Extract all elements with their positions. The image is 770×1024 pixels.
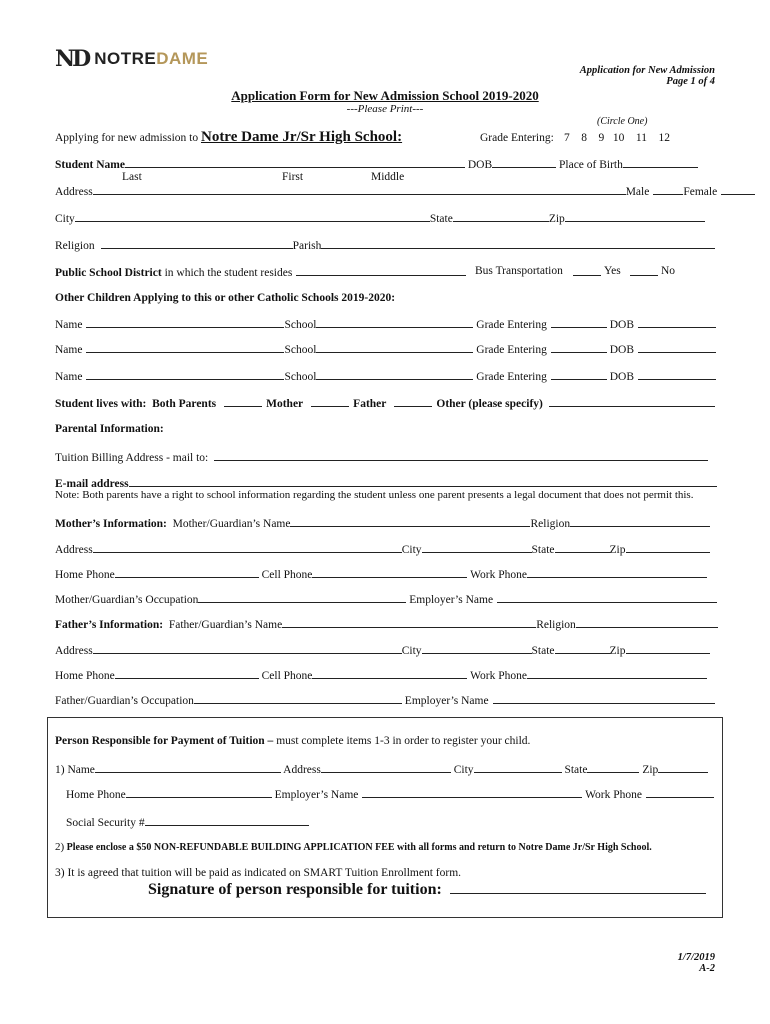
state-label: State [429, 213, 453, 225]
mother-phone-row [55, 567, 715, 581]
parish-field[interactable] [321, 238, 715, 249]
page-title: Application Form for New Admission School 2019-2020 [231, 88, 539, 103]
grade-options[interactable]: 7 8 9 10 11 12 [564, 132, 670, 144]
father-name-label: Father/Guardian’s Name [168, 619, 283, 631]
father-work-field[interactable] [527, 668, 707, 679]
child-dob-field[interactable] [638, 342, 716, 353]
fee-note-number: 2) [55, 841, 65, 853]
father-home-label: Home Phone [55, 670, 115, 682]
father-religion-label: Religion [536, 619, 576, 631]
zip-label: Zip [548, 213, 565, 225]
middle-caption: Middle [371, 171, 405, 183]
child-name-label: Name [55, 319, 83, 331]
payer-state-label: State [564, 764, 588, 776]
header-line2: Page 1 of 4 [666, 76, 715, 87]
father-name-row [55, 617, 715, 631]
place-of-birth-label: Place of Birth [559, 159, 623, 171]
bus-no-label: No [661, 265, 676, 277]
child-name-field[interactable] [86, 369, 284, 380]
father-address-label: Address [55, 645, 93, 657]
dob-label: DOB [467, 159, 493, 171]
child-school-field[interactable] [316, 369, 473, 380]
bus-yes-label: Yes [604, 265, 621, 277]
student-name-field[interactable] [125, 157, 465, 168]
notre-dame-logo [55, 45, 208, 73]
both-parents-field[interactable] [224, 396, 262, 407]
logo-wordmark [94, 49, 208, 69]
payment-heading-bold: Person Responsible for Payment of Tuition – [55, 735, 274, 747]
please-print: ---Please Print--- [346, 103, 424, 115]
first-caption: First [282, 171, 304, 183]
father-field[interactable] [394, 396, 432, 407]
payer-name-label: 1) Name [55, 764, 95, 776]
father-occupation-label: Father/Guardian’s Occupation [55, 695, 194, 707]
payer-work-field[interactable] [646, 787, 714, 798]
child-school-field[interactable] [316, 342, 473, 353]
father-occupation-field[interactable] [194, 693, 402, 704]
mother-label: Mother [266, 398, 304, 410]
child-school-label: School [284, 371, 317, 383]
mother-zip-label: Zip [609, 544, 626, 556]
billing-row [55, 450, 715, 464]
other-child-row [55, 342, 715, 356]
page-footer [678, 952, 715, 974]
child-dob-label: DOB [609, 344, 635, 356]
signature-field[interactable] [450, 880, 706, 894]
zip-field[interactable] [565, 211, 705, 222]
father-cell-field[interactable] [312, 668, 467, 679]
payer-name-field[interactable] [95, 762, 281, 773]
mother-name-field[interactable] [290, 516, 530, 527]
child-school-label: School [284, 319, 317, 331]
father-label: Father [353, 398, 387, 410]
mother-cell-label: Cell Phone [261, 569, 313, 581]
female-label: Female [683, 186, 718, 198]
payer-zip-label: Zip [642, 764, 659, 776]
payer-city-field[interactable] [474, 762, 562, 773]
father-state-label: State [531, 645, 555, 657]
footer-date: 1/7/2019 [677, 952, 715, 963]
mother-zip-field[interactable] [626, 542, 710, 553]
signature-row [148, 880, 706, 899]
mother-address-field[interactable] [93, 542, 402, 553]
father-work-label: Work Phone [470, 670, 527, 682]
child-grade-label: Grade Entering [476, 344, 547, 356]
mother-employer-label: Employer’s Name [409, 594, 494, 606]
email-field[interactable] [129, 476, 717, 487]
ssn-label: Social Security # [66, 817, 145, 829]
other-label: Other (please specify) [436, 398, 543, 410]
lives-with-row [55, 396, 715, 410]
dob-field[interactable] [492, 157, 556, 168]
district-rest: in which the student resides [164, 267, 293, 279]
billing-field[interactable] [214, 450, 708, 461]
fee-note [55, 841, 652, 853]
payer-employer-label: Employer’s Name [274, 789, 359, 801]
child-name-label: Name [55, 344, 83, 356]
district-row [55, 265, 715, 279]
grade-entering-label: Grade Entering: [480, 132, 554, 144]
father-city-field[interactable] [422, 643, 532, 654]
mother-field[interactable] [311, 396, 349, 407]
parish-label: Parish [292, 240, 322, 252]
other-child-row [55, 317, 715, 331]
district-label: Public School District [55, 267, 162, 279]
last-caption: Last [122, 171, 142, 183]
father-name-field[interactable] [282, 617, 536, 628]
father-heading: Father’s Information: [55, 619, 164, 631]
mother-occupation-label: Mother/Guardian’s Occupation [55, 594, 199, 606]
footer-code: A-2 [699, 963, 715, 974]
mother-state-field[interactable] [555, 542, 610, 553]
mother-heading: Mother’s Information: [55, 518, 167, 530]
ssn-row [66, 815, 309, 829]
child-dob-field[interactable] [638, 317, 716, 328]
student-name-label: Student Name [55, 159, 125, 171]
payer-state-field[interactable] [587, 762, 639, 773]
father-zip-field[interactable] [626, 643, 710, 654]
applying-row [55, 129, 715, 146]
child-dob-label: DOB [609, 371, 635, 383]
mother-religion-field[interactable] [570, 516, 710, 527]
mother-address-row [55, 542, 715, 556]
child-grade-field[interactable] [551, 342, 607, 353]
place-of-birth-field[interactable] [623, 157, 698, 168]
father-zip-label: Zip [609, 645, 626, 657]
mother-occupation-field[interactable] [198, 592, 406, 603]
payer-address-field[interactable] [321, 762, 451, 773]
address-label: Address [55, 186, 93, 198]
mother-home-label: Home Phone [55, 569, 115, 581]
payment-heading [55, 735, 530, 747]
student-city-row [55, 211, 715, 225]
father-address-row [55, 643, 715, 657]
mother-work-field[interactable] [527, 567, 707, 578]
mother-work-label: Work Phone [470, 569, 527, 581]
mother-occupation-row [55, 592, 715, 606]
student-address-row [55, 184, 718, 198]
payment-heading-rest: must complete items 1-3 in order to register your child. [276, 735, 531, 747]
male-label: Male [625, 186, 650, 198]
payer-employer-field[interactable] [362, 787, 582, 798]
signature-label: Signature of person responsible for tuition: [148, 881, 442, 898]
payer-zip-field[interactable] [658, 762, 708, 773]
mother-name-row [55, 516, 715, 530]
father-city-label: City [401, 645, 422, 657]
father-state-field[interactable] [555, 643, 610, 654]
father-religion-field[interactable] [576, 617, 718, 628]
child-name-field[interactable] [86, 342, 284, 353]
applying-prefix: Applying for new admission to [55, 132, 199, 144]
religion-row [55, 238, 715, 252]
child-grade-label: Grade Entering [476, 319, 547, 331]
payer-home-label: Home Phone [66, 789, 126, 801]
payer-home-field[interactable] [126, 787, 272, 798]
bus-label: Bus Transportation [475, 265, 563, 277]
father-occupation-row [55, 693, 715, 707]
child-name-label: Name [55, 371, 83, 383]
father-employer-field[interactable] [493, 693, 715, 704]
parental-heading: Parental Information: [55, 423, 164, 435]
father-phone-row [55, 668, 715, 682]
email-row [55, 476, 715, 490]
bus-yes-field[interactable] [573, 265, 601, 276]
child-dob-label: DOB [609, 319, 635, 331]
child-grade-field[interactable] [551, 369, 607, 380]
religion-label: Religion [55, 240, 95, 252]
female-field[interactable] [721, 184, 755, 195]
city-field[interactable] [75, 211, 430, 222]
male-field[interactable] [653, 184, 683, 195]
father-cell-label: Cell Phone [261, 670, 313, 682]
header-line1: Application for New Admission [579, 65, 715, 76]
mother-name-label: Mother/Guardian’s Name [172, 518, 291, 530]
mother-religion-label: Religion [530, 518, 571, 530]
mother-home-field[interactable] [115, 567, 259, 578]
ssn-field[interactable] [145, 815, 309, 826]
child-grade-label: Grade Entering [476, 371, 547, 383]
other-field[interactable] [549, 396, 715, 407]
email-label: E-mail address [55, 478, 129, 490]
mother-state-label: State [531, 544, 555, 556]
payer-address-label: Address [283, 764, 321, 776]
district-field[interactable] [296, 265, 466, 276]
circle-one: (Circle One) [597, 116, 648, 127]
mother-employer-field[interactable] [497, 592, 717, 603]
payer-work-label: Work Phone [585, 789, 642, 801]
child-school-label: School [284, 344, 317, 356]
logo-word-b: DAME [156, 49, 209, 68]
child-grade-field[interactable] [551, 317, 607, 328]
smart-tuition-note: 3) It is agreed that tuition will be paid as indicated on SMART Tuition Enrollment form. [55, 867, 462, 879]
billing-label: Tuition Billing Address - mail to: [55, 452, 209, 464]
logo-word-a: NOTRE [94, 49, 157, 68]
school-name: Notre Dame Jr/Sr High School: [200, 129, 403, 145]
nd-monogram-icon: ND [55, 46, 89, 72]
student-name-row [55, 157, 715, 171]
address-field[interactable] [93, 184, 626, 195]
child-dob-field[interactable] [638, 369, 716, 380]
other-child-row [55, 369, 715, 383]
state-field[interactable] [453, 211, 549, 222]
both-parents-label: Both Parents [152, 398, 217, 410]
mother-city-field[interactable] [422, 542, 532, 553]
payment-phone-row [66, 787, 714, 801]
mother-city-label: City [401, 544, 422, 556]
other-children-heading: Other Children Applying to this or other Catholic Schools 2019-2020: [55, 292, 396, 304]
note-text: Note: Both parents have a right to school information regarding the student unless one parent presents a legal document that does not permit this. [55, 489, 694, 501]
mother-address-label: Address [55, 544, 93, 556]
mother-cell-field[interactable] [312, 567, 467, 578]
payer-city-label: City [453, 764, 474, 776]
bus-no-field[interactable] [630, 265, 658, 276]
page-header [580, 65, 715, 87]
child-school-field[interactable] [316, 317, 473, 328]
payment-name-row [55, 762, 708, 776]
lives-with-label: Student lives with: [55, 398, 147, 410]
fee-note-text: Please enclose a $50 NON-REFUNDABLE BUILDING APPLICATION FEE with all forms and return to Notre Dame Jr/Sr High School. [66, 842, 652, 853]
child-name-field[interactable] [86, 317, 284, 328]
father-home-field[interactable] [115, 668, 259, 679]
city-label: City [55, 213, 75, 225]
father-employer-label: Employer’s Name [404, 695, 489, 707]
father-address-field[interactable] [93, 643, 402, 654]
religion-field[interactable] [101, 238, 293, 249]
